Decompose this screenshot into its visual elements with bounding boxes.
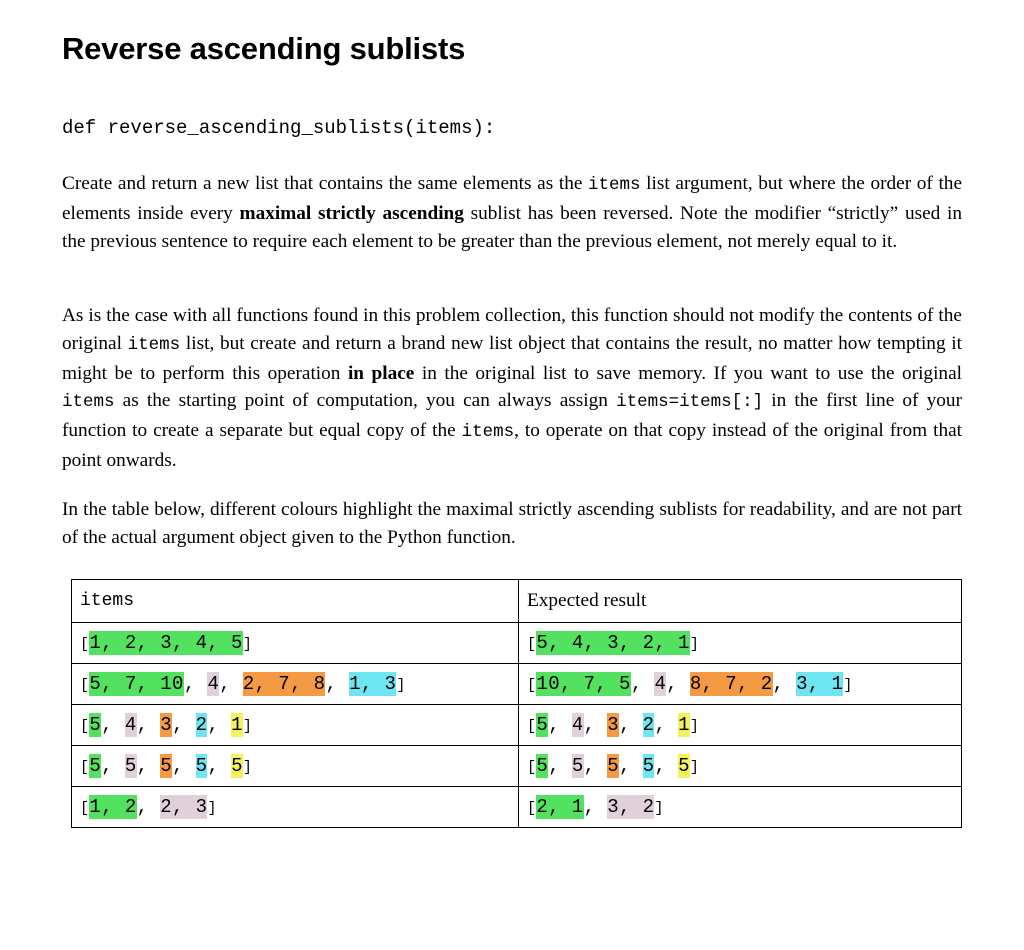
expected-cell	[519, 623, 962, 664]
expected-cell	[519, 705, 962, 746]
list-element: 2,	[642, 632, 679, 654]
list-element: 3,	[796, 673, 832, 695]
separator: ,	[630, 673, 655, 695]
list-element: 7,	[725, 673, 761, 695]
bold-text: maximal strictly ascending	[239, 202, 464, 224]
text-run: list, but create and return a brand new list object that contains the result, no matter how tempting it might be to perform this operation	[62, 332, 962, 384]
list-element: 5	[536, 755, 549, 777]
separator: ,	[583, 796, 608, 818]
list-element: 5,	[89, 673, 125, 695]
close-bracket: ]	[689, 759, 700, 776]
items-cell	[72, 705, 519, 746]
list-element: 3	[607, 714, 620, 736]
list-element: 5	[89, 714, 102, 736]
list-element: 2	[642, 796, 655, 818]
list-element: 3,	[160, 632, 196, 654]
open-bracket: [	[80, 636, 90, 653]
table-row	[72, 746, 962, 787]
table-note-paragraph: In the table below, different colours highlight the maximal strictly ascending sublists for readability, and are not part of the actual argument object given to the Python function.	[62, 499, 962, 548]
list-element: 5	[195, 755, 208, 777]
list-element: 2	[642, 714, 655, 736]
separator: ,	[219, 673, 243, 695]
close-bracket: ]	[689, 636, 700, 653]
text-run: in the original list to save memory. If you want to use the original	[414, 362, 962, 384]
list-literal	[80, 673, 406, 695]
inline-code: items	[461, 422, 515, 443]
inline-code: items	[62, 392, 115, 413]
list-element: 5	[231, 755, 243, 777]
open-bracket: [	[80, 718, 90, 735]
list-element: 1	[571, 796, 584, 818]
list-element: 5	[571, 755, 584, 777]
close-bracket: ]	[242, 759, 253, 776]
list-literal	[527, 755, 699, 777]
separator: ,	[136, 714, 161, 736]
open-bracket: [	[527, 759, 537, 776]
page-title: Reverse ascending sublists	[62, 31, 466, 66]
list-element: 2,	[124, 632, 161, 654]
list-element: 10,	[536, 673, 584, 695]
separator: ,	[666, 673, 690, 695]
list-element: 5	[678, 755, 690, 777]
text-run: , to operate on that copy instead of the original from that point onwards.	[62, 420, 962, 471]
text-run: As is the case with all functions found in this problem collection, this function should not modify the contents of the original	[62, 305, 962, 354]
list-element: 5	[124, 755, 137, 777]
list-element: 3	[384, 673, 397, 695]
separator: ,	[583, 714, 608, 736]
bold-text: in place	[347, 362, 415, 384]
list-element: 4	[124, 714, 137, 736]
list-element: 5	[607, 755, 620, 777]
table-row	[72, 787, 962, 828]
list-element: 1	[831, 673, 844, 695]
separator: ,	[172, 755, 196, 777]
open-bracket: [	[80, 759, 90, 776]
open-bracket: [	[527, 677, 537, 694]
text-run: as the starting point of computation, you can always assign	[114, 390, 617, 412]
list-element: 5	[231, 632, 243, 654]
list-element: 1,	[89, 632, 125, 654]
list-element: 5	[642, 755, 655, 777]
text-run: Create and return a new list that contains the same elements as the	[62, 173, 589, 194]
text-run: sublist has been reversed. Note the modifier “strictly” used in the previous sentence to require each element to be greater than the previous element, not merely equal to it.	[62, 202, 962, 252]
separator: ,	[548, 714, 572, 736]
list-element: 3	[160, 714, 173, 736]
header-items: items	[72, 580, 519, 623]
table-row	[72, 664, 962, 705]
inline-code: items	[127, 334, 181, 355]
expected-cell	[519, 787, 962, 828]
close-bracket: ]	[396, 677, 406, 694]
separator: ,	[619, 714, 643, 736]
separator: ,	[207, 714, 232, 736]
list-element: 5,	[536, 632, 572, 654]
separator: ,	[325, 673, 350, 695]
separator: ,	[101, 755, 125, 777]
list-element: 8,	[689, 673, 726, 695]
description-paragraph	[62, 170, 962, 255]
list-element: 10	[160, 673, 184, 695]
list-element: 2,	[536, 796, 572, 818]
function-signature: def reverse_ascending_sublists(items):	[62, 117, 496, 139]
list-element: 3	[195, 796, 208, 818]
list-element: 2	[195, 714, 208, 736]
list-literal	[527, 796, 664, 818]
list-element: 7,	[278, 673, 314, 695]
open-bracket: [	[527, 636, 537, 653]
separator: ,	[772, 673, 797, 695]
close-bracket: ]	[689, 718, 700, 735]
table-row	[72, 705, 962, 746]
separator: ,	[207, 755, 232, 777]
separator: ,	[548, 755, 572, 777]
list-element: 2	[760, 673, 773, 695]
close-bracket: ]	[207, 800, 217, 817]
list-element: 4,	[571, 632, 608, 654]
list-element: 2	[124, 796, 137, 818]
list-element: 4	[571, 714, 584, 736]
list-element: 5	[89, 755, 102, 777]
list-element: 4,	[195, 632, 232, 654]
list-element: 7,	[583, 673, 620, 695]
list-element: 4	[654, 673, 667, 695]
list-literal	[80, 714, 252, 736]
open-bracket: [	[527, 800, 537, 817]
list-literal	[527, 714, 699, 736]
list-literal	[80, 796, 217, 818]
list-element: 3,	[607, 632, 643, 654]
expected-cell	[519, 664, 962, 705]
list-literal	[80, 632, 252, 654]
items-cell	[72, 664, 519, 705]
list-element: 2,	[160, 796, 196, 818]
close-bracket: ]	[242, 718, 253, 735]
list-element: 5	[619, 673, 631, 695]
separator: ,	[101, 714, 125, 736]
list-element: 5	[160, 755, 173, 777]
no-modify-paragraph	[62, 302, 962, 475]
list-element: 1	[678, 714, 690, 736]
table-row	[72, 623, 962, 664]
close-bracket: ]	[654, 800, 664, 817]
items-cell	[72, 746, 519, 787]
list-element: 5	[536, 714, 549, 736]
separator: ,	[654, 714, 679, 736]
inline-code: items	[588, 175, 641, 195]
items-cell	[72, 787, 519, 828]
list-element: 1,	[89, 796, 125, 818]
inline-code: items=items[:]	[616, 392, 764, 413]
list-element: 2,	[242, 673, 279, 695]
close-bracket: ]	[843, 677, 853, 694]
list-element: 1,	[349, 673, 385, 695]
separator: ,	[136, 755, 161, 777]
list-literal	[527, 632, 699, 654]
open-bracket: [	[527, 718, 537, 735]
header-expected-result: Expected result	[519, 580, 962, 623]
open-bracket: [	[80, 677, 90, 694]
list-literal	[527, 673, 853, 695]
separator: ,	[183, 673, 208, 695]
list-element: 1	[678, 632, 690, 654]
table-header-row	[72, 580, 962, 623]
list-element: 1	[231, 714, 243, 736]
list-element: 8	[313, 673, 326, 695]
separator: ,	[136, 796, 161, 818]
separator: ,	[583, 755, 608, 777]
examples-table	[71, 579, 962, 828]
list-element: 7,	[124, 673, 161, 695]
close-bracket: ]	[242, 636, 253, 653]
text-run: in the first line of your function to create a separate but equal copy of the	[62, 390, 962, 442]
separator: ,	[654, 755, 679, 777]
items-cell	[72, 623, 519, 664]
expected-cell	[519, 746, 962, 787]
text-run: list argument, but where the order of the elements inside every	[62, 173, 962, 224]
separator: ,	[172, 714, 196, 736]
open-bracket: [	[80, 800, 90, 817]
list-literal	[80, 755, 252, 777]
list-element: 4	[207, 673, 220, 695]
separator: ,	[619, 755, 643, 777]
list-element: 3,	[607, 796, 643, 818]
